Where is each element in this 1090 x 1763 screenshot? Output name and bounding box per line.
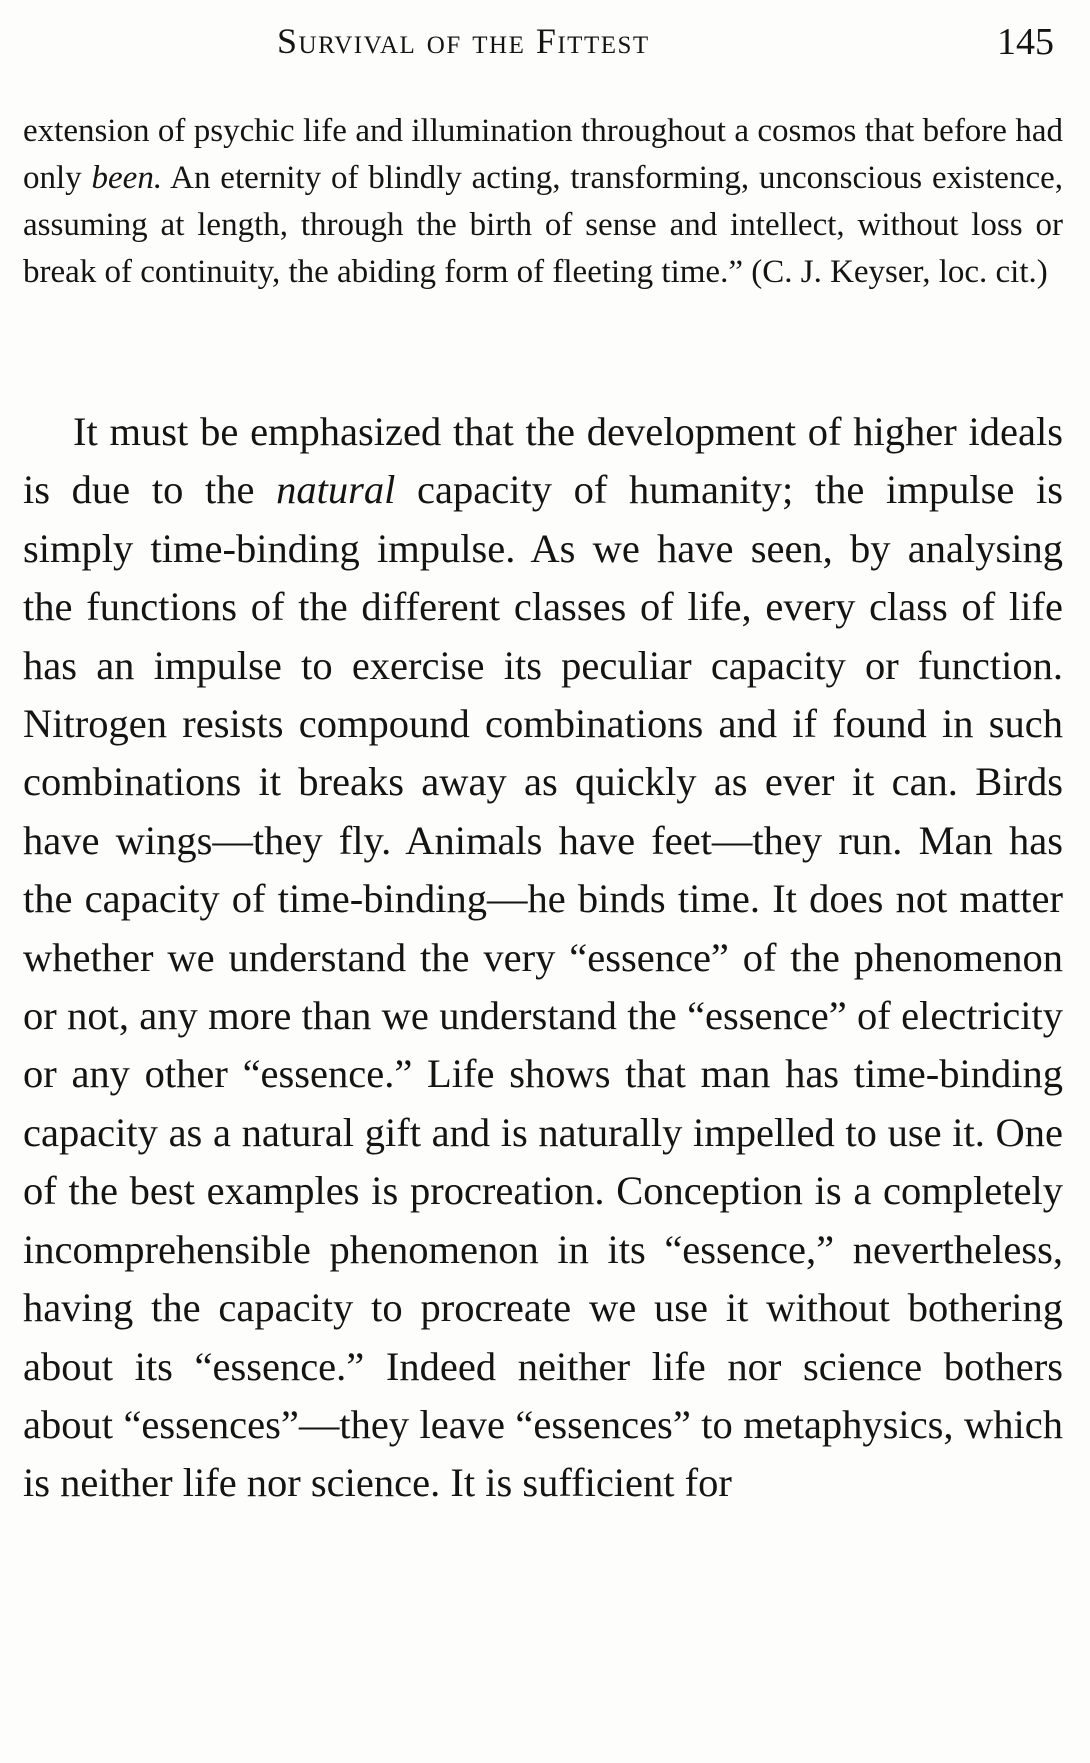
- main-body: [23, 403, 1063, 1513]
- quotation-emphasis: been.: [91, 160, 163, 196]
- main-text-end: capacity of humanity; the impulse is simply time-binding impulse. As we have seen, by analysing the functions of the different classes of life, every class of life has an impulse to exercise its peculiar capacity or function. Nitrogen resists compound combinations and if found in such combinations it breaks away as quickly as ever it can. Birds have wings—they fly. Animals have feet—they run. Man has the capacity of time-binding—he binds time. It does not matter whether we understand the very “essence” of the phenomenon or not, any more than we understand the “essence” of electricity or any other “essence.” Life shows that man has time-binding capacity as a natural gift and is naturally impelled to use it. One of the best examples is procreation. Conception is a completely incomprehensible phenomenon in its “essence,” nevertheless, having the capacity to procreate we use it without bothering about its “essence.” Indeed neither life nor science bothers about “essences”—they leave “essences” to metaphysics, which is neither life nor science. It is sufficient for: [23, 467, 1063, 1506]
- main-paragraph: [23, 403, 1063, 1513]
- quotation-continuation: [23, 108, 1063, 296]
- quotation-paragraph: [23, 108, 1063, 296]
- main-text-start: It must be emphasized that the development of higher ideals is due to the: [23, 409, 1063, 513]
- main-emphasis: natural: [276, 467, 396, 513]
- page-header: [0, 20, 1090, 70]
- page-number: 145: [997, 21, 1054, 63]
- quotation-text-end: An eternity of blindly acting, transforming, unconscious existence, assuming at length, through the birth of sense and intellect, without loss or break of continuity, the abiding form of fleeting time.” (C. J. Keyser, loc. cit.): [23, 160, 1063, 290]
- quotation-text-start: extension of psychic life and illumination throughout a cosmos that before had only: [23, 113, 1063, 196]
- running-head-title: Survival of the Fittest: [277, 21, 650, 61]
